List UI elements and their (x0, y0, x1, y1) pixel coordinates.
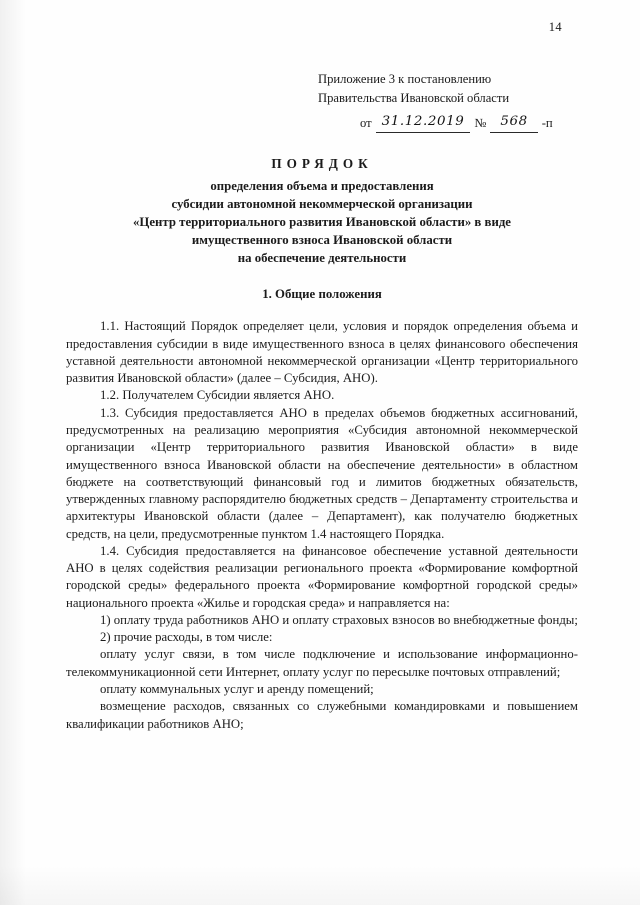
paragraph: 1) оплату труда работников АНО и оплату страховых взносов во внебюджетные фонды; (100, 612, 578, 627)
title-line-2: субсидии автономной некоммерческой организации (171, 196, 473, 211)
title-line-1: определения объема и предоставления (210, 178, 434, 193)
scan-shadow-left (0, 0, 26, 905)
document-title (66, 155, 578, 268)
number-suffix: -п (541, 116, 553, 130)
document-body (66, 318, 578, 732)
title-line-3: «Центр территориального развития Ивановской области» в виде (133, 214, 511, 229)
title-line-5: на обеспечение деятельности (237, 251, 407, 266)
number-value: 568 (490, 112, 537, 133)
page-number: 14 (548, 20, 562, 34)
paragraph: 1.4. Субсидия предоставляется на финансовое обеспечение уставной деятельности АНО в целях содействия реализации регионального проекта «Формирование комфортной городской среды» федерального проекта «Формирование комфортной городской среды» национального проекта «Жилье и городская среда» и направляется на: (66, 543, 578, 610)
date-prefix: от (360, 116, 372, 130)
paragraph: 1.3. Субсидия предоставляется АНО в пределах объемов бюджетных ассигнований, предусмотренных на реализацию мероприятия «Субсидия автономной некоммерческой организации «Центр территориального развития Ивановской области» в виде имущественного взноса Ивановской области на обеспечение деятельности» в областном бюджете на соответствующий финансовый год и лимитов бюджетных обязательств, утвержденных главному распорядителю бюджетных средств – Департаменту строительства и архитектуры Ивановской области (далее – Департамент), как получателю бюджетных средств, на цели, предусмотренные пунктом 1.4 настоящего Порядка. (66, 405, 578, 541)
paragraph: 1.1. Настоящий Порядок определяет цели, условия и порядок определения объема и предоставления субсидии в виде имущественного взноса в целях финансового обеспечения уставной деятельности автономной некоммерческой организации «Центр территориального развития Ивановской области» (далее – Субсидия, АНО). (66, 319, 578, 386)
number-prefix: № (474, 116, 487, 130)
paragraph: 1.2. Получателем Субсидии является АНО. (100, 388, 335, 403)
title-main: ПОРЯДОК (271, 155, 373, 171)
paragraph: возмещение расходов, связанных со служебными командировками и повышением квалификации работников АНО; (66, 699, 578, 731)
paragraph: оплату услуг связи, в том числе подключение и использование информационно-телекоммуникационной сети Интернет, оплату услуг по пересылке почтовых отправлений; (66, 647, 578, 679)
header-date-line (360, 112, 578, 133)
section-heading: 1. Общие положения (262, 287, 382, 302)
document-header (318, 70, 578, 133)
paragraph: 2) прочие расходы, в том числе: (100, 630, 273, 645)
scan-shadow-bottom (0, 865, 640, 905)
header-line-1: Приложение 3 к постановлению (318, 72, 492, 86)
date-value: 31.12.2019 (376, 112, 471, 133)
title-line-4: имущественного взноса Ивановской области (191, 233, 453, 248)
header-line-2: Правительства Ивановской области (318, 90, 510, 105)
paragraph: оплату коммунальных услуг и аренду помещений; (100, 681, 374, 696)
